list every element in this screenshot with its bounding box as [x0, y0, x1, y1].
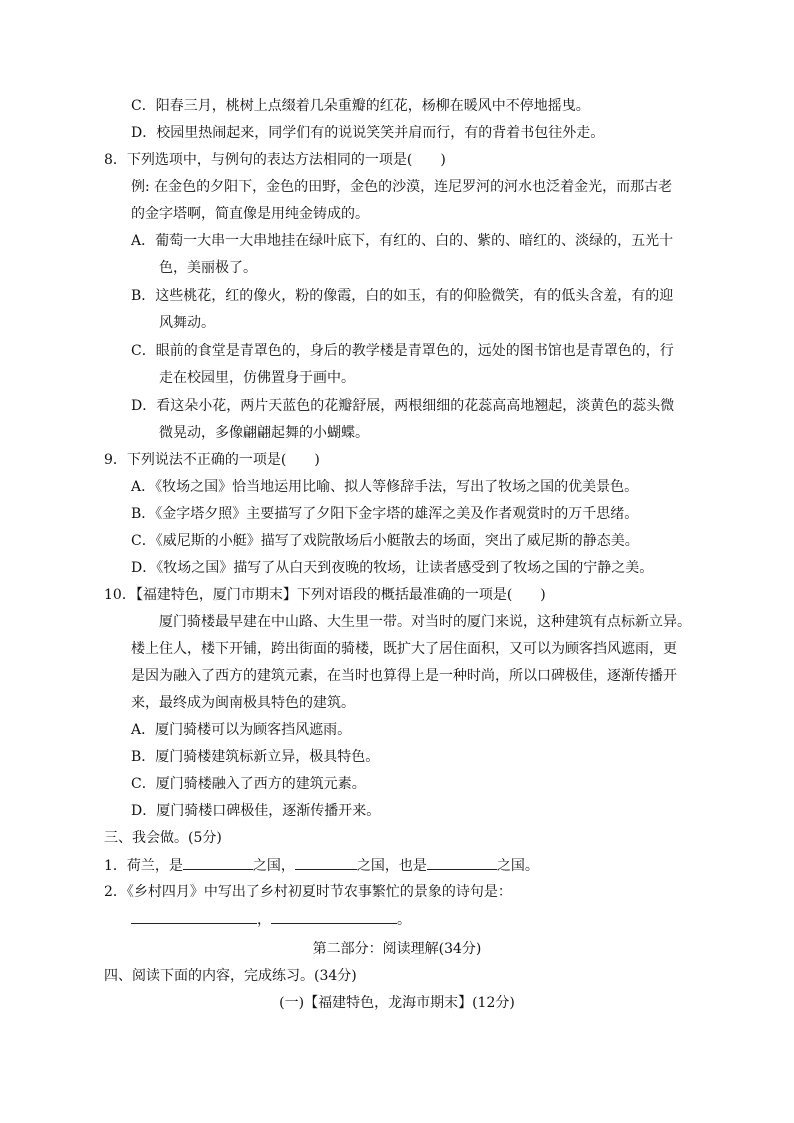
- q8-option-d-line-1: D．看这朵小花，两片天蓝色的花瓣舒展，两根细细的花蕊高高地翘起，淡黄色的蕊头微: [131, 398, 675, 414]
- question-8: 8．下列选项中，与例句的表达方法相同的一项是( ): [104, 152, 446, 168]
- q10-option-d: D．厦门骑楼口碑极佳，逐渐传播开来。: [131, 803, 381, 819]
- q8-example-line-2: 的金字塔啊，简直像是用纯金铸成的。: [131, 206, 369, 222]
- q8-option-b-line-2: 风舞动。: [159, 315, 215, 331]
- fill-blank-3[interactable]: [427, 855, 497, 870]
- q1-text-part-4: 之国。: [496, 858, 539, 874]
- q8-option-a-line-2: 色，美丽极了。: [159, 260, 257, 276]
- section-4-subheading: (一)【福建特色，龙海市期末】(12分): [279, 995, 515, 1011]
- answer-comma: ，: [257, 912, 271, 928]
- q1-text-part-2: 之国，: [252, 858, 295, 874]
- fill-blank-4[interactable]: [131, 909, 257, 924]
- part-2-heading: 第二部分：阅读理解(34分): [312, 941, 482, 957]
- q9-option-c: C．《威尼斯的小艇》描写了戏院散场后小艇散去的场面，突出了威尼斯的静态美。: [131, 533, 639, 549]
- q8-option-a-line-1: A．葡萄一大串一大串地挂在绿叶底下，有红的、白的、紫的、暗红的、淡绿的，五光十: [131, 233, 674, 249]
- section-3-question-1: [104, 855, 539, 876]
- fill-blank-5[interactable]: [271, 909, 397, 924]
- section-3-heading: 三、我会做。(5分): [104, 830, 222, 846]
- q9-option-d: D．《牧场之国》描写了从白天到夜晚的牧场，让读者感受到了牧场之国的宁静之美。: [131, 560, 654, 576]
- q10-passage-line-3: 是因为融入了西方的建筑元素，在当时也算得上是一种时尚，所以口碑极佳，逐渐传播开: [131, 668, 677, 684]
- q8-option-b-line-1: B．这些桃花，红的像火，粉的像霞，白的如玉，有的仰脸微笑，有的低头含羞，有的迎: [131, 288, 674, 304]
- q8-option-c-line-2: 走在校园里，仿佛置身于画中。: [159, 370, 355, 386]
- q1-text-part-1: 1．荷兰，是: [104, 858, 183, 874]
- fill-blank-1[interactable]: [183, 855, 253, 870]
- q10-passage-line-4: 来，最终成为闽南极具特色的建筑。: [131, 695, 355, 711]
- q10-passage-line-2: 楼上住人，楼下开铺，跨出街面的骑楼，既扩大了居住面积，又可以为顾客挡风遮雨，更: [131, 641, 677, 657]
- answer-period: 。: [397, 912, 411, 928]
- q8-option-d-line-2: 微晃动，多像翩翩起舞的小蝴蝶。: [159, 425, 369, 441]
- q10-passage-line-1: 厦门骑楼最早建在中山路、大生里一带。对当时的厦门来说，这种建筑有点标新立异。: [159, 614, 691, 630]
- q8-example-line-1: 例: 在金色的夕阳下，金色的田野，金色的沙漠，连尼罗河的河水也泛着金光，而那古老: [131, 179, 673, 195]
- q1-text-part-3: 之国，也是: [356, 858, 427, 874]
- q8-option-c-line-1: C．眼前的食堂是青罩色的，身后的教学楼是青罩色的，远处的图书馆也是青罩色的，行: [131, 343, 674, 359]
- q10-option-a: A．厦门骑楼可以为顾客挡风遮雨。: [131, 722, 352, 738]
- q10-option-b: B．厦门骑楼建筑标新立异，极具特色。: [131, 749, 380, 765]
- fill-blank-2[interactable]: [295, 855, 357, 870]
- section-3-question-2-answer: [131, 909, 411, 930]
- question-10: 10．【福建特色，厦门市期末】下列对语段的概括最准确的一项是( ): [104, 587, 546, 603]
- q9-option-b: B．《金字塔夕照》主要描写了夕阳下金字塔的雄浑之美及作者观赏时的万千思绪。: [131, 506, 639, 522]
- question-9: 9．下列说法不正确的一项是( ): [104, 452, 320, 468]
- q7-option-d: D．校园里热闹起来，同学们有的说说笑笑并肩而行，有的背着书包往外走。: [131, 125, 605, 141]
- q10-option-c: C．厦门骑楼融入了西方的建筑元素。: [131, 776, 366, 792]
- q7-option-c: C．阳春三月，桃树上点缀着几朵重瓣的红花，杨柳在暖风中不停地摇曳。: [131, 98, 590, 114]
- q9-option-a: A．《牧场之国》恰当地运用比喻、拟人等修辞手法，写出了牧场之国的优美景色。: [131, 479, 639, 495]
- section-3-question-2: 2．《乡村四月》中写出了乡村初夏时节农事繁忙的景象的诗句是：: [104, 884, 512, 900]
- section-4-heading: 四、阅读下面的内容，完成练习。(34分): [104, 968, 357, 984]
